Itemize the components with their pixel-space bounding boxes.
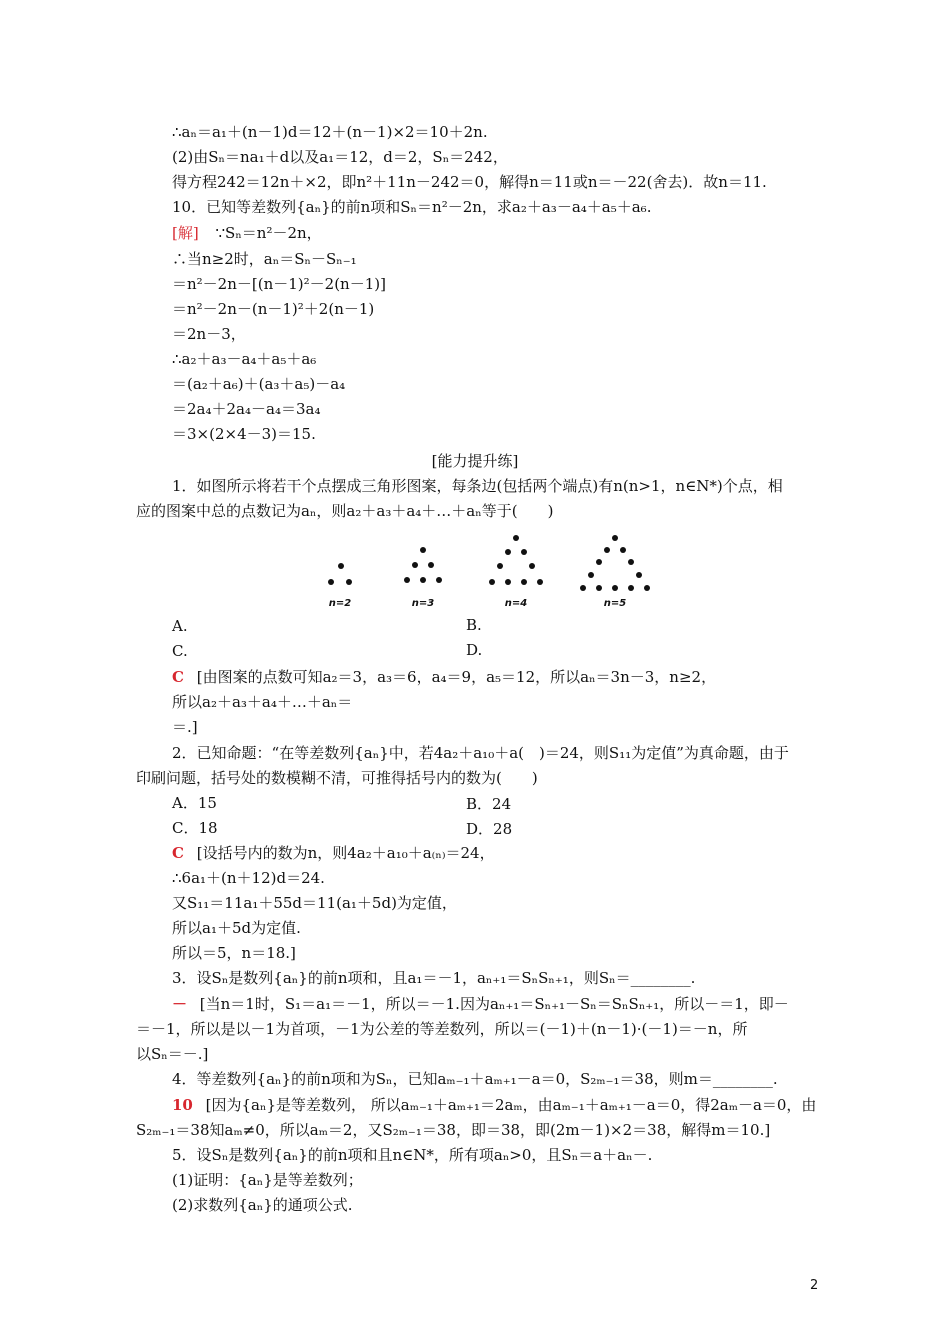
fig-label-n3: n=3: [411, 598, 435, 609]
answer-line: [172, 843, 495, 863]
answer-line: ∴6a₁＋(n＋12)d＝24.: [172, 869, 325, 887]
question-5-part2: (2)求数列{aₙ}的通项公式.: [172, 1196, 353, 1214]
fig-label-n5: n=5: [603, 598, 627, 609]
solution-line: ＝3×(2×4－3)＝15.: [172, 425, 316, 443]
option-d: D．28: [466, 820, 513, 838]
answer-line: [172, 667, 716, 687]
question-1-line2: 应的图案中总的点数记为aₙ，则a₂＋a₃＋a₄＋…＋aₙ等于( ): [136, 502, 554, 520]
solution-text: ∵Sₙ＝n²－2n，: [215, 224, 322, 242]
answer-letter: C: [172, 844, 184, 862]
answer-line: [172, 1095, 816, 1115]
solution-line: ＝(a₂＋a₆)＋(a₃＋a₅)－a₄: [172, 375, 346, 393]
answer-text: [当n＝1时，S₁＝a₁＝－1，所以＝－1.因为aₙ₊₁＝Sₙ₊₁－Sₙ＝SₙSₙ₊₁，所以－＝1，即－: [199, 995, 789, 1013]
solution-line: ∴当n≥2时，aₙ＝Sₙ－Sₙ₋₁: [172, 250, 357, 268]
option-b: B．24: [466, 795, 512, 813]
solution-line: ＝n²－2n－[(n－1)²－2(n－1)]: [172, 275, 386, 293]
answer-value: －: [172, 995, 188, 1013]
question-4: 4．等差数列{aₙ}的前n项和为Sₙ，已知aₘ₋₁＋aₘ₊₁－a＝0，S₂ₘ₋₁＝38，则m＝________.: [172, 1070, 778, 1088]
answer-text: [因为{aₙ}是等差数列， 所以aₘ₋₁＋aₘ₊₁＝2aₘ，由aₘ₋₁＋aₘ₊₁－a＝0，得2aₘ－a＝0，由: [205, 1096, 817, 1114]
answer-letter: C: [172, 668, 184, 686]
option-a: A．15: [172, 794, 217, 812]
solution-line: ＝2a₄＋2a₄－a₄＝3a₄: [172, 400, 321, 418]
answer-line: S₂ₘ₋₁＝38知aₘ≠0，所以aₘ＝2，又S₂ₘ₋₁＝38，即＝38，即(2m－1)×2＝38，解得m＝10.]: [136, 1121, 771, 1139]
answer-line: 以Sₙ＝－.]: [136, 1045, 209, 1063]
option-c: C．18: [172, 819, 218, 837]
question-2-line2: 印刷问题，括号处的数模糊不清，可推得括号内的数为( ): [136, 769, 538, 787]
solution-line: (2)由Sₙ＝na₁＋d以及a₁＝12，d＝2，Sₙ＝242，: [172, 148, 508, 166]
solution-tag: [解]: [172, 224, 199, 242]
answer-text: [设括号内的数为n，则4a₂＋a₁₀＋a₍ₙ₎＝24，: [196, 844, 495, 862]
answer-line: ＝.]: [172, 718, 198, 736]
option-b: B.: [466, 616, 482, 634]
question-10: 10．已知等差数列{aₙ}的前n项和Sₙ＝n²－2n，求a₂＋a₃－a₄＋a₅＋a₆.: [172, 198, 652, 216]
question-2-line1: 2．已知命题：“在等差数列{aₙ}中，若4a₂＋a₁₀＋a( )＝24，则S₁₁为定值”为真命题，由于: [172, 744, 789, 762]
question-5: 5．设Sₙ是数列{aₙ}的前n项和且n∈N*，所有项aₙ>0，且Sₙ＝a＋aₙ－.: [172, 1146, 653, 1164]
answer-line: 所以a₂＋a₃＋a₄＋…＋aₙ＝: [172, 693, 353, 711]
question-5-part1: (1)证明：{aₙ}是等差数列；: [172, 1171, 363, 1189]
answer-line: 又S₁₁＝11a₁＋55d＝11(a₁＋5d)为定值，: [172, 894, 457, 912]
solution-line: ＝2n－3，: [172, 325, 246, 343]
option-a: A.: [172, 617, 188, 635]
answer-line: ＝－1，所以是以－1为首项，－1为公差的等差数列，所以＝(－1)＋(n－1)·(－1)＝－n，所: [136, 1020, 748, 1038]
option-c: C.: [172, 642, 188, 660]
section-title: [能力提升练]: [431, 452, 519, 470]
question-1-line1: 1．如图所示将若干个点摆成三角形图案，每条边(包括两个端点)有n(n>1，n∈N*)个点，相: [172, 477, 783, 495]
solution-line: [172, 223, 322, 243]
answer-line: 所以a₁＋5d为定值.: [172, 919, 301, 937]
solution-line: ∴a₂＋a₃－a₄＋a₅＋a₆: [172, 350, 317, 368]
fig-label-n4: n=4: [504, 598, 528, 609]
answer-value: 10: [172, 1096, 193, 1114]
answer-line: [172, 994, 789, 1014]
solution-line: ＝n²－2n－(n－1)²＋2(n－1): [172, 300, 375, 318]
fig-label-n2: n=2: [328, 598, 352, 609]
solution-line: 得方程242＝12n＋×2，即n²＋11n－242＝0，解得n＝11或n＝－22(舍去)．故n＝11.: [172, 173, 767, 191]
option-d: D.: [466, 641, 483, 659]
answer-line: 所以＝5，n＝18.]: [172, 944, 296, 962]
answer-text: [由图案的点数可知a₂＝3，a₃＝6，a₄＝9，a₅＝12，所以aₙ＝3n－3，n≥2，: [196, 668, 717, 686]
triangle-dots-figure: [318, 532, 668, 612]
solution-line: ∴aₙ＝a₁＋(n－1)d＝12＋(n－1)×2＝10＋2n.: [172, 123, 488, 141]
page-number: 2: [810, 1278, 819, 1293]
question-3: 3．设Sₙ是数列{aₙ}的前n项和，且a₁＝－1，aₙ₊₁＝SₙSₙ₊₁，则Sₙ＝________.: [172, 969, 696, 987]
